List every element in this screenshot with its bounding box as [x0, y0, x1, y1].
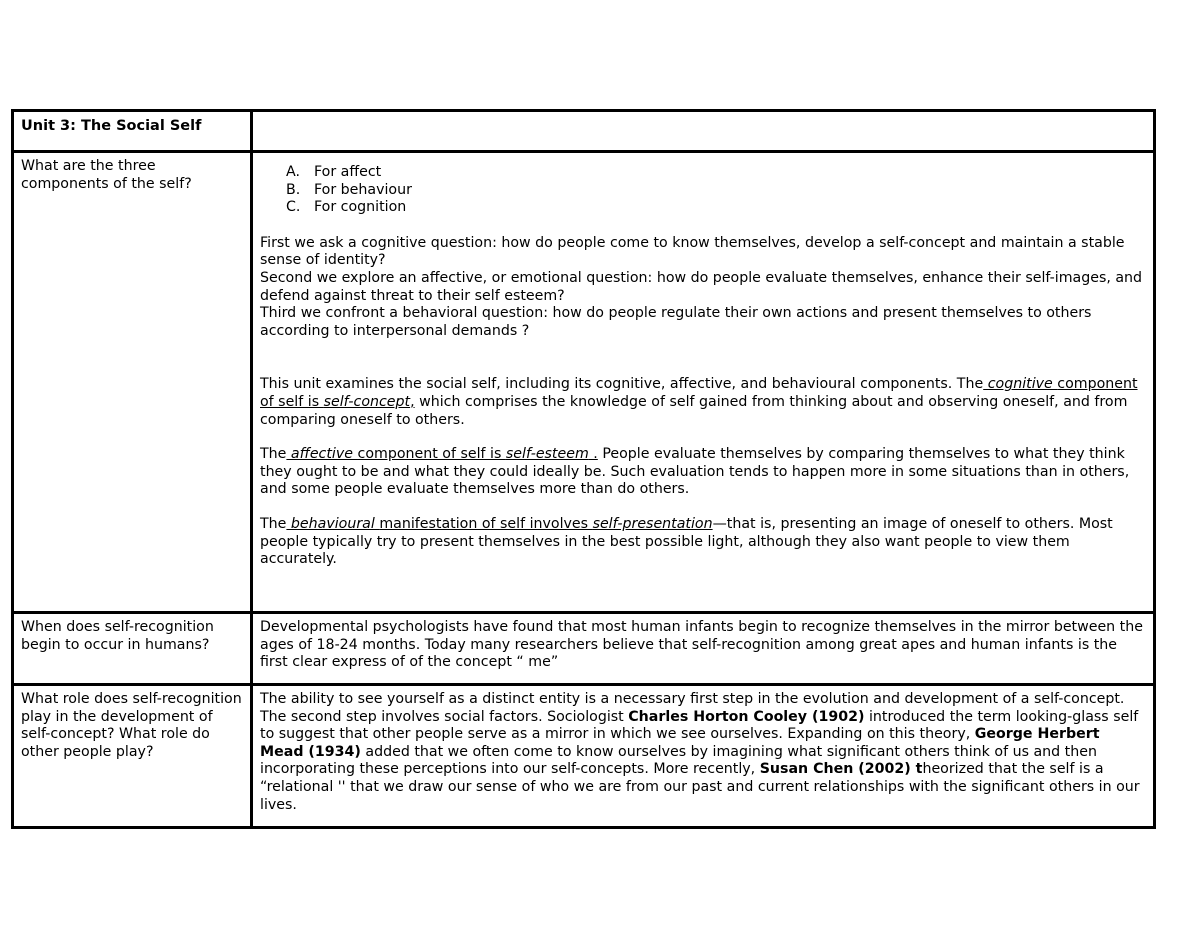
citation-mead: George Herbert Mead (1934) [260, 726, 1100, 760]
list-marker: B. [286, 181, 301, 198]
table-row [13, 152, 1155, 613]
term-affective: affective [286, 446, 358, 463]
list-item-label: For cognition [314, 199, 407, 216]
list-marker: A. [286, 164, 300, 180]
citation-cooley: Charles Horton Cooley (1902) [628, 708, 865, 725]
answer-cell: The ability to see yourself as a distinct entity is a necessary first step in the evolution and development of a self-concept. The second step involves social factors. Sociologist Charles Horton Cooley (1902) introduced the term looking-glass self to suggest that other people serve as a mirror in which we see ourselves. Expanding on this theory, George Herbert Mead (1934) added that we often come to know ourselves by imagining what significant others think of us and then incorporating these perceptions into our self-concepts. More recently, Susan Chen (2002) theorized that the self is a “relational '' that we draw our sense of who we are from our past and current relationships with the significant others in our lives. [252, 685, 1155, 828]
unit-title: Unit 3: The Social Self [13, 111, 252, 152]
term-self-concept: self-concept [323, 393, 411, 410]
list-item [286, 182, 1146, 200]
list-item [286, 199, 1146, 217]
list-item-label: For affect [314, 164, 382, 180]
behavioural-paragraph: The behavioural manifestation of self involves self-presentation—that is, presenting an image of oneself to others. Most people typically try to present themselves in the best possible light, although they also want people to view them accurately. [260, 515, 1113, 568]
list-item [286, 164, 1146, 182]
question-cell: When does self-recognition begin to occur in humans? [13, 613, 252, 685]
cognitive-question: First we ask a cognitive question: how do people come to know themselves, develop a self-concept and maintain a stable sense of identity? [260, 234, 1125, 269]
answer-cell [252, 152, 1155, 613]
affective-paragraph: The affective component of self is self-esteem . People evaluate themselves by comparing themselves to what they think they ought to be and what they could ideally be. Such evaluation tends to happen more in some situations than in others, and some people evaluate themselves more than do others. [260, 446, 1130, 498]
notes-table [11, 109, 1156, 829]
header-empty-cell [252, 111, 1155, 152]
citation-chen: Susan Chen (2002) t [759, 761, 923, 778]
list-marker: C. [286, 199, 301, 216]
term-behavioural: behavioural [286, 515, 380, 532]
table-header-row [13, 111, 1155, 152]
behavioral-question: Third we confront a behavioral question: how do people regulate their own actions and present themselves to others according to interpersonal demands ? [260, 305, 1092, 339]
list-item-label: For behaviour [314, 181, 412, 198]
answer-cell: Developmental psychologists have found that most human infants begin to recognize themselves in the mirror between the ages of 18-24 months. Today many researchers believe that self-recognition among great apes and human infants is the first clear express of of the concept “ me” [252, 613, 1155, 685]
question-cell: What are the three components of the self? [13, 152, 252, 613]
components-list [286, 164, 1146, 217]
term-cognitive: cognitive [983, 376, 1058, 393]
question-cell: What role does self-recognition play in the development of self-concept? What role do other people play? [13, 685, 252, 828]
table-row [13, 613, 1155, 685]
term-self-esteem: self-esteem [505, 446, 589, 463]
affective-question: Second we explore an affective, or emotional question: how do people evaluate themselves, enhance their self-images, and defend against threat to their self esteem? [260, 269, 1143, 304]
term-self-presentation: self-presentation [592, 515, 713, 532]
table-row [13, 685, 1155, 828]
cognitive-paragraph: This unit examines the social self, including its cognitive, affective, and behavioural components. The cognitive component of self is self-concept, which comprises the knowledge of self gained from thinking about and observing oneself, and from comparing oneself to others. [260, 376, 1138, 428]
